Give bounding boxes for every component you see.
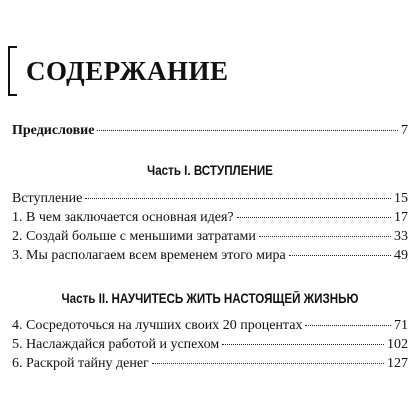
toc-entry-page: 127	[387, 356, 408, 371]
part-heading-1: Часть I. ВСТУПЛЕНИЕ	[147, 163, 273, 178]
toc-entry-page: 7	[401, 123, 408, 138]
dot-leader	[259, 235, 391, 237]
toc-entry-page: 15	[394, 191, 408, 206]
dot-leader	[97, 129, 398, 131]
toc-entry-label: 2. Создай больше с меньшими затратами	[12, 229, 256, 244]
dot-leader	[85, 197, 391, 199]
dot-leader	[237, 216, 391, 218]
toc-entry-label: 3. Мы располагаем всем временем этого мира	[12, 248, 286, 263]
part-heading-2: Часть II. НАУЧИТЕСЬ ЖИТЬ НАСТОЯЩЕЙ ЖИЗНЬЮ	[61, 291, 359, 306]
toc-entry-label: 5. Наслаждайся работой и успехом	[12, 337, 220, 352]
page-title: СОДЕРЖАНИЕ	[26, 56, 229, 86]
dot-leader	[305, 324, 391, 326]
dot-leader	[289, 254, 391, 256]
toc-entry-preface	[12, 122, 408, 139]
dot-leader	[152, 362, 384, 364]
heading-bracket-ornament	[8, 46, 17, 96]
toc-entry-label: 4. Сосредоточься на лучших своих 20 процентах	[12, 318, 303, 333]
toc-entry	[12, 209, 408, 226]
toc-entry	[12, 336, 408, 353]
toc-entry-page: 33	[394, 229, 408, 244]
toc-entry	[12, 355, 408, 372]
toc-entry	[12, 228, 408, 245]
toc-entry-label: 6. Раскрой тайну денег	[12, 356, 149, 371]
toc-entry	[12, 317, 408, 334]
toc-entry-label: 1. В чем заключается основная идея?	[12, 210, 234, 225]
toc-entry	[12, 247, 408, 264]
toc-entry-label: Предисловие	[12, 123, 95, 138]
toc-entry-page: 49	[394, 248, 408, 263]
toc-entry-page: 17	[394, 210, 408, 225]
toc-entry-page: 71	[394, 318, 408, 333]
toc-entry	[12, 190, 408, 207]
toc-entry-label: Вступление	[12, 191, 83, 206]
toc-entry-page: 102	[387, 337, 408, 352]
dot-leader	[222, 343, 384, 345]
